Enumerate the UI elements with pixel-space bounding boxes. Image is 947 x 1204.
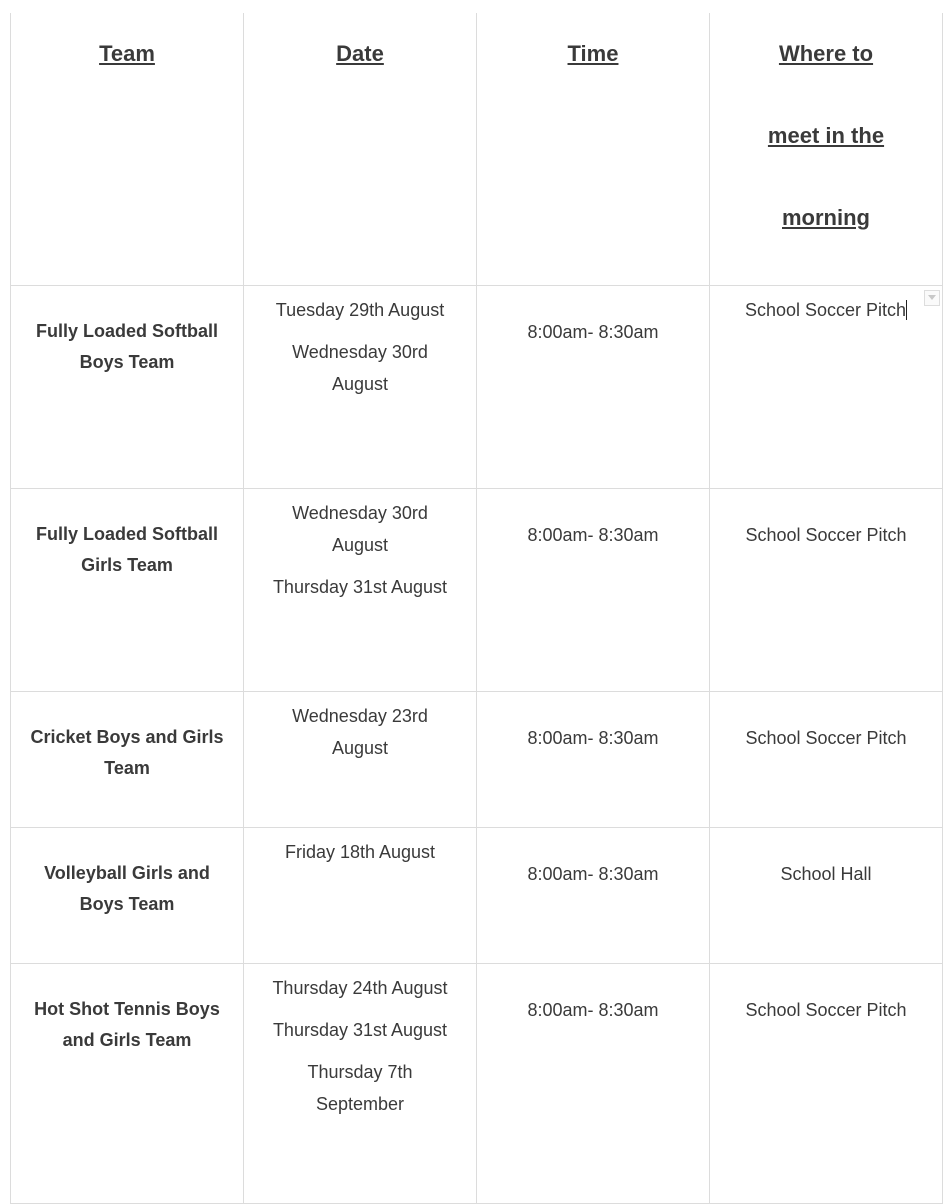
date-line: Thursday 31st August — [272, 1019, 448, 1040]
where-cell[interactable] — [710, 963, 943, 1203]
header-where-line-3: morning — [782, 205, 870, 230]
date-line: August — [331, 373, 389, 394]
team-cell[interactable] — [11, 488, 244, 691]
team-name-line: Boys Team — [79, 893, 175, 914]
time-value: 8:00am- 8:30am — [527, 321, 659, 342]
team-cell[interactable] — [11, 285, 244, 488]
time-cell[interactable] — [477, 691, 710, 827]
team-cell[interactable] — [11, 691, 244, 827]
header-row — [11, 13, 943, 285]
team-name-line: Boys Team — [79, 351, 175, 372]
header-where — [710, 13, 943, 285]
chevron-down-icon[interactable] — [924, 290, 940, 306]
date-cell[interactable] — [244, 827, 477, 963]
date-line: Thursday 31st August — [272, 576, 448, 597]
header-team-label: Team — [99, 41, 155, 66]
team-name-line: Cricket Boys and Girls — [30, 726, 224, 747]
table-row — [11, 963, 943, 1203]
table-row — [11, 488, 943, 691]
team-cell[interactable] — [11, 827, 244, 963]
time-value: 8:00am- 8:30am — [527, 863, 659, 884]
table-row — [11, 827, 943, 963]
date-line: August — [331, 737, 389, 758]
date-cell[interactable] — [244, 488, 477, 691]
time-cell[interactable] — [477, 285, 710, 488]
team-name-line: Volleyball Girls and — [44, 862, 210, 883]
where-cell[interactable] — [710, 488, 943, 691]
header-where-line-1: Where to — [778, 41, 874, 66]
where-cell[interactable] — [710, 827, 943, 963]
where-value-wrap — [710, 286, 942, 326]
table-row — [11, 691, 943, 827]
where-value: School Soccer Pitch — [745, 999, 907, 1020]
time-value: 8:00am- 8:30am — [527, 524, 659, 545]
team-name-line: Team — [104, 757, 150, 778]
where-value: School Soccer Pitch — [744, 299, 907, 320]
where-cell[interactable] — [710, 285, 943, 488]
date-line: Wednesday 30rd — [292, 502, 428, 523]
schedule-table-container — [10, 13, 942, 1204]
date-line: Wednesday 23rd — [292, 705, 428, 726]
table-row — [11, 285, 943, 488]
time-cell[interactable] — [477, 827, 710, 963]
header-date — [244, 13, 477, 285]
date-line: Thursday 7th — [307, 1061, 413, 1082]
date-cell[interactable] — [244, 963, 477, 1203]
team-cell[interactable] — [11, 963, 244, 1203]
header-team — [11, 13, 244, 285]
date-line: September — [315, 1093, 405, 1114]
date-line: Thursday 24th August — [272, 977, 448, 998]
header-time — [477, 13, 710, 285]
team-name-line: and Girls Team — [62, 1029, 192, 1050]
team-name-line: Fully Loaded Softball — [35, 523, 218, 544]
where-cell[interactable] — [710, 691, 943, 827]
header-time-label: Time — [567, 41, 619, 66]
team-name-line: Fully Loaded Softball — [35, 320, 218, 341]
date-cell[interactable] — [244, 691, 477, 827]
time-cell[interactable] — [477, 488, 710, 691]
date-line: August — [331, 534, 389, 555]
team-name-line: Hot Shot Tennis Boys — [34, 998, 220, 1019]
where-value: School Soccer Pitch — [745, 727, 907, 748]
header-date-label: Date — [336, 41, 384, 66]
where-value: School Hall — [780, 863, 872, 884]
where-value: School Soccer Pitch — [745, 524, 907, 545]
schedule-table — [10, 13, 943, 1204]
date-line: Wednesday 30rd — [292, 341, 428, 362]
time-value: 8:00am- 8:30am — [527, 727, 659, 748]
date-line: Friday 18th August — [284, 841, 436, 862]
time-cell[interactable] — [477, 963, 710, 1203]
header-where-line-2: meet in the — [767, 123, 885, 148]
time-value: 8:00am- 8:30am — [527, 999, 659, 1020]
date-cell[interactable] — [244, 285, 477, 488]
date-line: Tuesday 29th August — [275, 299, 445, 320]
text-cursor — [906, 300, 907, 320]
team-name-line: Girls Team — [81, 554, 173, 575]
